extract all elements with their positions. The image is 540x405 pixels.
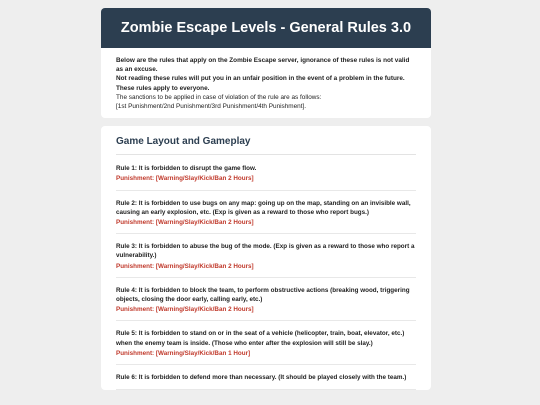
intro-line: Not reading these rules will put you in an unfair position in the event of a problem in the future. [116, 75, 405, 83]
rule-item [116, 164, 416, 190]
rule-item [116, 199, 416, 235]
rule-punishment: Punishment: [Warning/Slay/Kick/Ban 2 Hours] [116, 262, 254, 270]
intro-line: Below are the rules that apply on the Zombie Escape server, ignorance of these rules is not valid as an excuse. [116, 57, 410, 74]
intro-line: [1st Punishment/2nd Punishment/3rd Punishment/4th Punishment]. [116, 103, 307, 111]
rule-item [116, 373, 416, 390]
intro-box [101, 48, 431, 118]
rule-text: Rule 3: It is forbidden to abuse the bug of the mode. (Exp is given as a reward to those who report a vulnerability.) [116, 243, 415, 260]
page-header [101, 8, 431, 48]
rule-text: Rule 5: It is forbidden to stand on or in the seat of a vehicle (helicopter, train, boat, elevator, etc.) when the enemy team is inside. (Those who enter after the explosion will still be slay.) [116, 330, 405, 347]
rule-punishment: Punishment: [Warning/Slay/Kick/Ban 1 Hour] [116, 349, 251, 357]
rule-text: Rule 1: It is forbidden to disrupt the game flow. [116, 165, 257, 173]
intro-line: The sanctions to be applied in case of violation of the rule are as follows: [116, 93, 322, 101]
rules-section [101, 126, 431, 390]
section-title: Game Layout and Gameplay [116, 132, 416, 155]
rule-item [116, 242, 416, 278]
page-title: Zombie Escape Levels - General Rules 3.0 [120, 20, 412, 36]
rule-punishment: Punishment: [Warning/Slay/Kick/Ban 2 Hours] [116, 306, 254, 314]
rules-page [101, 8, 431, 398]
rule-punishment: Punishment: [Warning/Slay/Kick/Ban 2 Hours] [116, 175, 254, 183]
intro-line: These rules apply to everyone. [116, 84, 210, 92]
rule-text: Rule 2: It is forbidden to use bugs on any map: going up on the map, standing on an invisible wall, causing an early explosion, etc. (Exp is given as a reward to those who report bugs.) [116, 199, 411, 216]
rule-item [116, 329, 416, 365]
rule-text: Rule 4: It is forbidden to block the team, to perform obstructive actions (breaking wood, triggering objects, closing the door early, calling early, etc.) [116, 286, 410, 304]
rule-item [116, 286, 416, 322]
rule-text: Rule 6: It is forbidden to defend more than necessary. (It should be played closely with the team.) [116, 374, 407, 382]
rule-punishment: Punishment: [Warning/Slay/Kick/Ban 2 Hours] [116, 219, 254, 227]
